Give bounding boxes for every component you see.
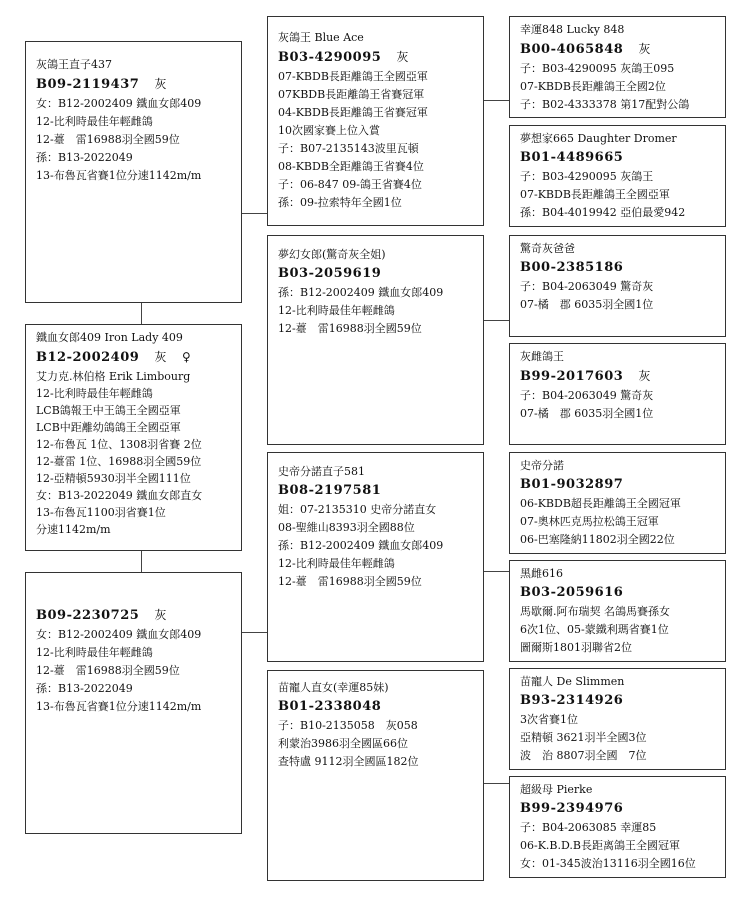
info-line: 艾力克.林伯格 Erik Limbourg <box>36 370 191 383</box>
info-line: 12-比利時最佳年輕雌鴿 <box>278 304 395 317</box>
info-line: 04-KBDB長距離鴿王省賽冠軍 <box>278 106 428 119</box>
grandparent-box <box>509 235 726 337</box>
info-line: 亞精頓 3621羽半全國3位 <box>520 731 647 744</box>
info-line: 12-薹 雷16988羽全國59位 <box>278 575 422 588</box>
parent-ring <box>278 481 483 501</box>
info-line: 07KBDB長距離鴿王省賽冠軍 <box>278 88 425 101</box>
info-line: 子：06-847 09-鴿王省賽4位 <box>278 178 422 191</box>
info-line: 子：B03-4290095 灰鴿王095 <box>520 62 675 75</box>
grandparent-ring <box>520 258 725 278</box>
info-line: 子：B04-2063049 驚奇灰 <box>520 389 654 402</box>
color-label: 灰 <box>638 42 651 56</box>
info-line: 07-KBDB長距離鴿王全國2位 <box>520 80 666 93</box>
info-line: 利蒙治3986羽全國區66位 <box>278 737 408 750</box>
info-line: 子：B04-2063085 幸運85 <box>520 821 657 834</box>
grandparent-box <box>509 125 726 227</box>
grandparent-box <box>509 668 726 770</box>
subject-name: 灰鴿王直子437 <box>36 58 112 71</box>
info-line: 女：01-345波治13116羽全國16位 <box>520 857 696 870</box>
info-line: 13-布魯瓦1100羽省賽1位 <box>36 506 166 519</box>
info-line: 12-布魯瓦 1位、1308羽省賽 2位 <box>36 438 202 451</box>
info-line: 波 治 8807羽全國 7位 <box>520 749 647 762</box>
info-line: 女：B12-2002409 鐵血女郎409 <box>36 97 202 110</box>
connector-line <box>241 632 267 633</box>
grandparent-ring <box>520 475 725 495</box>
dam-ring <box>36 347 241 368</box>
info-line: 12-比利時最佳年輕雌鴿 <box>36 115 153 128</box>
connector-line <box>241 213 267 214</box>
grandparent-ring <box>520 691 725 711</box>
grandparent-box <box>509 776 726 878</box>
info-line: 07-KBDB長距離鴿王全國亞軍 <box>278 70 428 83</box>
ring-number: B09-2230725 <box>36 608 140 623</box>
ring-number: B00-4065848 <box>520 42 624 57</box>
info-line: 子：B07-2135143波里瓦頓 <box>278 142 419 155</box>
info-line: 12-比利時最佳年輕雌鴿 <box>36 387 153 400</box>
grandparent-name: 超級母 Pierke <box>520 783 593 796</box>
subject-ring <box>36 74 241 95</box>
color-label: 灰 <box>638 369 651 383</box>
parent-name: 夢幻女郎(驚奇灰全姐) <box>278 248 386 261</box>
sibling-box <box>25 572 242 834</box>
grandparent-name: 灰雌鴿王 <box>520 350 564 363</box>
ring-number: B00-2385186 <box>520 260 624 275</box>
info-line: 分速1142m/m <box>36 523 111 536</box>
info-line: 06-K.B.D.B長距离鴿王全國冠軍 <box>520 839 681 852</box>
info-line: 08-KBDB全距離鴿王省賽4位 <box>278 160 424 173</box>
info-line: 06-KBDB超長距離鴿王全國冠軍 <box>520 497 681 510</box>
info-line: 06-巴塞隆納11802羽全國22位 <box>520 533 675 546</box>
parent-ring <box>278 697 483 717</box>
ring-number: B01-9032897 <box>520 477 624 492</box>
connector-line <box>483 320 509 321</box>
grandparent-box <box>509 452 726 554</box>
info-line: 07-KBDB長距離鴿王全國亞軍 <box>520 188 670 201</box>
info-line: 女：B12-2002409 鐵血女郎409 <box>36 628 202 641</box>
parent-name: 灰鴿王 Blue Ace <box>278 31 364 44</box>
info-line: LCB鴿報王中王鴿王全國亞軍 <box>36 404 181 417</box>
parent-name: 史帝分諾直子581 <box>278 465 365 478</box>
info-line: 12-薹 雷16988羽全國59位 <box>278 322 422 335</box>
info-line: 子：B03-4290095 灰鴿王 <box>520 170 654 183</box>
ring-number: B08-2197581 <box>278 483 382 498</box>
ring-number: B93-2314926 <box>520 693 624 708</box>
info-line: 子：B02-4333378 第17配對公鴿 <box>520 98 690 111</box>
info-line: 12-亞精頓5930羽半全國111位 <box>36 472 191 485</box>
parent-name: 苗寵人直女(幸運85妹) <box>278 681 389 694</box>
ring-number: B12-2002409 <box>36 350 140 365</box>
info-line: 姐：07-2135310 史帝分諾直女 <box>278 503 437 516</box>
info-line: 13-布魯瓦省賽1位分速1142m/m <box>36 169 202 182</box>
color-label: 灰 <box>154 608 167 622</box>
parent-ring <box>278 47 483 68</box>
grandparent-ring <box>520 583 725 603</box>
connector-line <box>141 550 142 572</box>
grandparent-name: 幸運848 Lucky 848 <box>520 23 625 36</box>
info-line: 孫：B13-2022049 <box>36 151 133 164</box>
parent-box-dam <box>267 235 484 445</box>
parent-box-dam-2 <box>267 670 484 881</box>
info-line: 女：B13-2022049 鐵血女郎直女 <box>36 489 203 502</box>
grandparent-box <box>509 16 726 118</box>
info-line: 查特盧 9112羽全國區182位 <box>278 755 419 768</box>
info-line: 12-薹 雷16988羽全國59位 <box>36 664 180 677</box>
info-line: 07-橘 郡 6035羽全國1位 <box>520 298 654 311</box>
info-line: 12-比利時最佳年輕雌鴿 <box>36 646 153 659</box>
info-line: 孫：B12-2002409 鐵血女郎409 <box>278 286 444 299</box>
ring-number: B01-4489665 <box>520 150 624 165</box>
grandparent-name: 驚奇灰爸爸 <box>520 242 575 255</box>
subject-box <box>25 41 242 303</box>
grandparent-name: 夢想家665 Daughter Dromer <box>520 132 677 145</box>
info-line: 3次省賽1位 <box>520 713 578 726</box>
grandparent-ring <box>520 39 725 60</box>
connector-line <box>483 100 509 101</box>
info-line: 子：B04-2063049 驚奇灰 <box>520 280 654 293</box>
info-line: 孫：B04-4019942 亞伯最愛942 <box>520 206 686 219</box>
ring-number: B03-4290095 <box>278 50 382 65</box>
connector-line <box>483 571 509 572</box>
parent-box-sire-2 <box>267 452 484 662</box>
grandparent-ring <box>520 366 725 387</box>
info-line: 07-奧林匹克馬拉松鴿王冠軍 <box>520 515 659 528</box>
info-line: 圖爾斯1801羽聯省2位 <box>520 641 632 654</box>
ring-number: B03-2059619 <box>278 266 382 281</box>
parent-box-sire <box>267 16 484 226</box>
info-line: 子：B10-2135058 灰058 <box>278 719 418 732</box>
info-line: 10次國家賽上位入賞 <box>278 124 380 137</box>
sibling-ring <box>36 605 241 626</box>
grandparent-name: 史帝分諾 <box>520 459 564 472</box>
connector-line <box>141 302 142 325</box>
ring-number: B99-2017603 <box>520 369 624 384</box>
grandparent-name: 苗寵人 De Slimmen <box>520 675 625 688</box>
color-label: 灰 <box>154 350 167 364</box>
info-line: 12-薹雷 1位、16988羽全國59位 <box>36 455 202 468</box>
ring-number: B03-2059616 <box>520 585 624 600</box>
info-line: 孫：B12-2002409 鐵血女郎409 <box>278 539 444 552</box>
grandparent-name: 黑雌616 <box>520 567 563 580</box>
color-label: 灰 <box>154 77 167 91</box>
color-label: 灰 <box>396 50 409 64</box>
info-line: 07-橘 郡 6035羽全國1位 <box>520 407 654 420</box>
info-line: 12-薹 雷16988羽全國59位 <box>36 133 180 146</box>
grandparent-ring <box>520 148 725 168</box>
info-line: 馬歇爾.阿布瑞契 名鴿馬賽孫女 <box>520 605 670 618</box>
ring-number: B09-2119437 <box>36 77 140 92</box>
info-line: 孫：09-拉索特年全國1位 <box>278 196 402 209</box>
info-line: 12-比利時最佳年輕雌鴿 <box>278 557 395 570</box>
female-symbol-icon: ♀ <box>181 350 192 364</box>
dam-name: 鐵血女郎409 Iron Lady 409 <box>36 331 183 344</box>
info-line: LCB中距離幼鴿鴿王全國亞軍 <box>36 421 181 434</box>
ring-number: B99-2394976 <box>520 801 624 816</box>
dam-box <box>25 324 242 551</box>
info-line: 孫：B13-2022049 <box>36 682 133 695</box>
info-line: 6次1位、05-蒙鐵利瑪省賽1位 <box>520 623 669 636</box>
info-line: 08-聖維山8393羽全國88位 <box>278 521 415 534</box>
grandparent-box <box>509 343 726 445</box>
ring-number: B01-2338048 <box>278 699 382 714</box>
grandparent-ring <box>520 799 725 819</box>
grandparent-box <box>509 560 726 662</box>
info-line: 13-布魯瓦省賽1位分速1142m/m <box>36 700 202 713</box>
connector-line <box>483 783 509 784</box>
parent-ring <box>278 264 483 284</box>
